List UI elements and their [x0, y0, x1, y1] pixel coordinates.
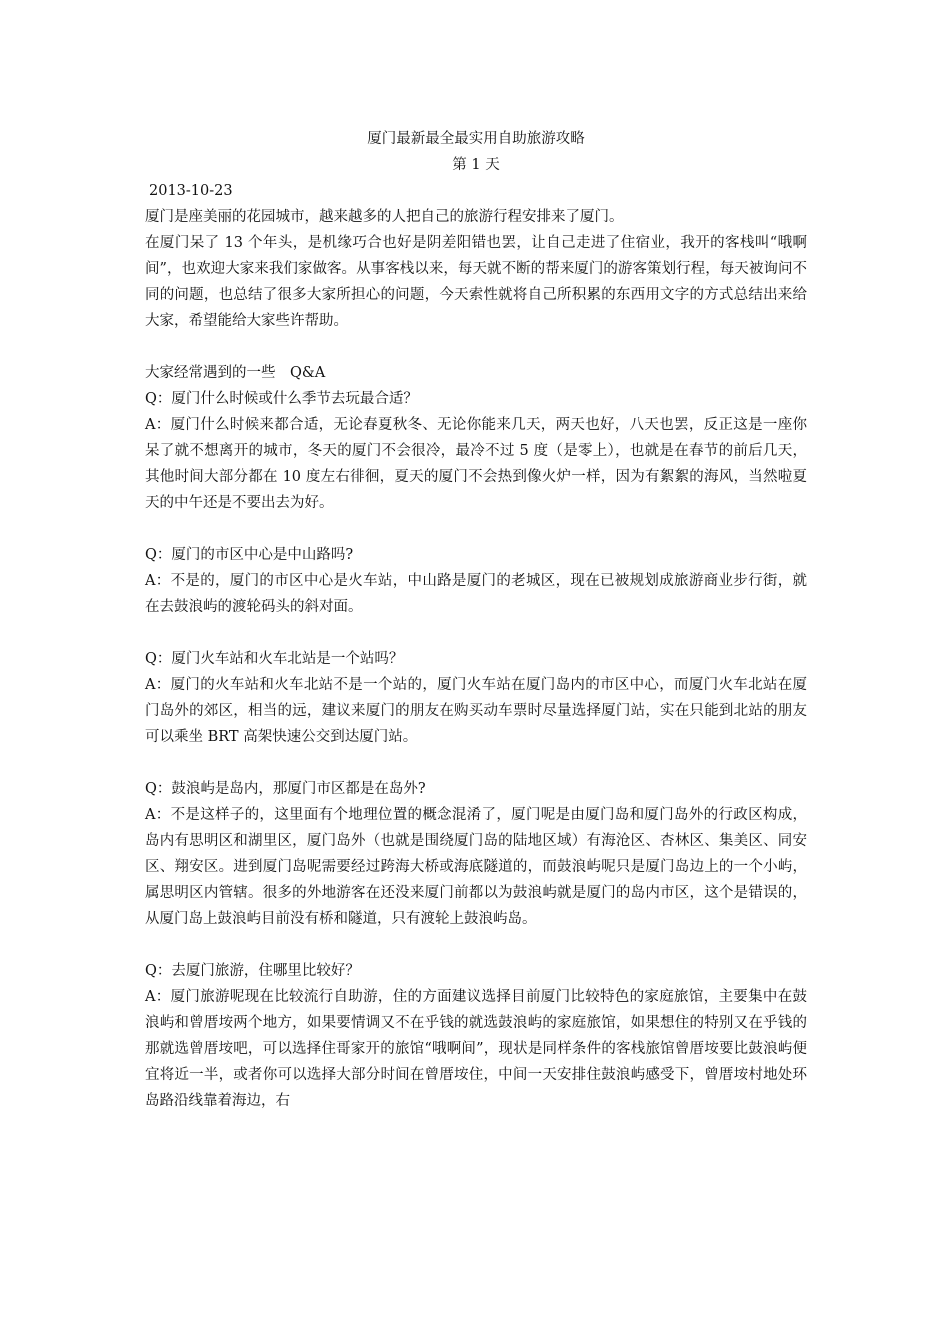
spacer [145, 932, 807, 958]
intro-paragraph-2: 在厦门呆了 13 个年头，是机缘巧合也好是阴差阳错也罢，让自己走进了住宿业，我开的客栈叫“哦啊间”，也欢迎大家来我们家做客。从事客栈以来，每天就不断的帮来厦门的游客策划行程，每天被询问不同的问题，也总结了很多大家所担心的问题，今天索性就将自己所积累的东西用文字的方式总结出来给大家，希望能给大家些许帮助。 [145, 235, 807, 329]
document-date: 2013-10-23 [149, 183, 233, 199]
qa-answer: A：不是这样子的，这里面有个地理位置的概念混淆了，厦门呢是由厦门岛和厦门岛外的行政区构成，岛内有思明区和湖里区，厦门岛外（也就是围绕厦门岛的陆地区域）有海沧区、杏林区、集美区、同安区、翔安区。进到厦门岛呢需要经过跨海大桥或海底隧道的，而鼓浪屿呢只是厦门岛边上的一个小屿，属思明区内管辖。很多的外地游客在还没来厦门前都以为鼓浪屿就是厦门的岛内市区，这个是错误的，从厦门岛上鼓浪屿目前没有桥和隧道，只有渡轮上鼓浪屿岛。 [145, 807, 807, 927]
qa-question: Q：厦门什么时候或什么季节去玩最合适？ [145, 391, 418, 407]
qa-question: Q：厦门的市区中心是中山路吗? [145, 547, 354, 563]
qa-question: Q：去厦门旅游，住哪里比较好？ [145, 963, 360, 979]
qa-heading: 大家经常遇到的一些 Q&A [145, 365, 326, 381]
qa-question: Q：鼓浪屿是岛内，那厦门市区都是在岛外? [145, 781, 426, 797]
qa-answer: A：厦门的火车站和火车北站不是一个站的，厦门火车站在厦门岛内的市区中心，而厦门火车北站在厦门岛外的郊区，相当的远，建议来厦门的朋友在购买动车票时尽量选择厦门站，实在只能到北站的朋友可以乘坐 BRT 高架快速公交到达厦门站。 [145, 677, 807, 745]
spacer [145, 334, 807, 360]
qa-answer: A：厦门什么时候来都合适，无论春夏秋冬、无论你能来几天，两天也好，八天也罢，反正这是一座你呆了就不想离开的城市，冬天的厦门不会很冷，最冷不过 5 度（是零上），也就是在春节的前后几天，其他时间大部分都在 10 度左右徘徊，夏天的厦门不会热到像火炉一样，因为有絮絮的海风，当然啦夏天的中午还是不要出去为好。 [145, 417, 807, 511]
qa-question: Q：厦门火车站和火车北站是一个站吗？ [145, 651, 404, 667]
document-subtitle: 第 1 天 [452, 157, 500, 173]
qa-answer: A：不是的，厦门的市区中心是火车站，中山路是厦门的老城区，现在已被规划成旅游商业步行街，就在去鼓浪屿的渡轮码头的斜对面。 [145, 573, 807, 615]
document-body [145, 126, 807, 1114]
intro-paragraph-1: 厦门是座美丽的花园城市，越来越多的人把自己的旅游行程安排来了厦门。 [145, 209, 624, 225]
spacer [145, 620, 807, 646]
document-title: 厦门最新最全最实用自助旅游攻略 [367, 131, 585, 147]
spacer [145, 516, 807, 542]
spacer [145, 750, 807, 776]
qa-answer: A：厦门旅游呢现在比较流行自助游，住的方面建议选择目前厦门比较特色的家庭旅馆，主要集中在鼓浪屿和曾厝垵两个地方，如果要情调又不在乎钱的就选鼓浪屿的家庭旅馆，如果想住的特别又在乎钱的那就选曾厝垵吧，可以选择住哥家开的旅馆“哦啊间”，现状是同样条件的客栈旅馆曾厝垵要比鼓浪屿便宜将近一半，或者你可以选择大部分时间在曾厝垵住，中间一天安排住鼓浪屿感受下，曾厝垵村地处环岛路沿线靠着海边，右 [145, 989, 807, 1109]
